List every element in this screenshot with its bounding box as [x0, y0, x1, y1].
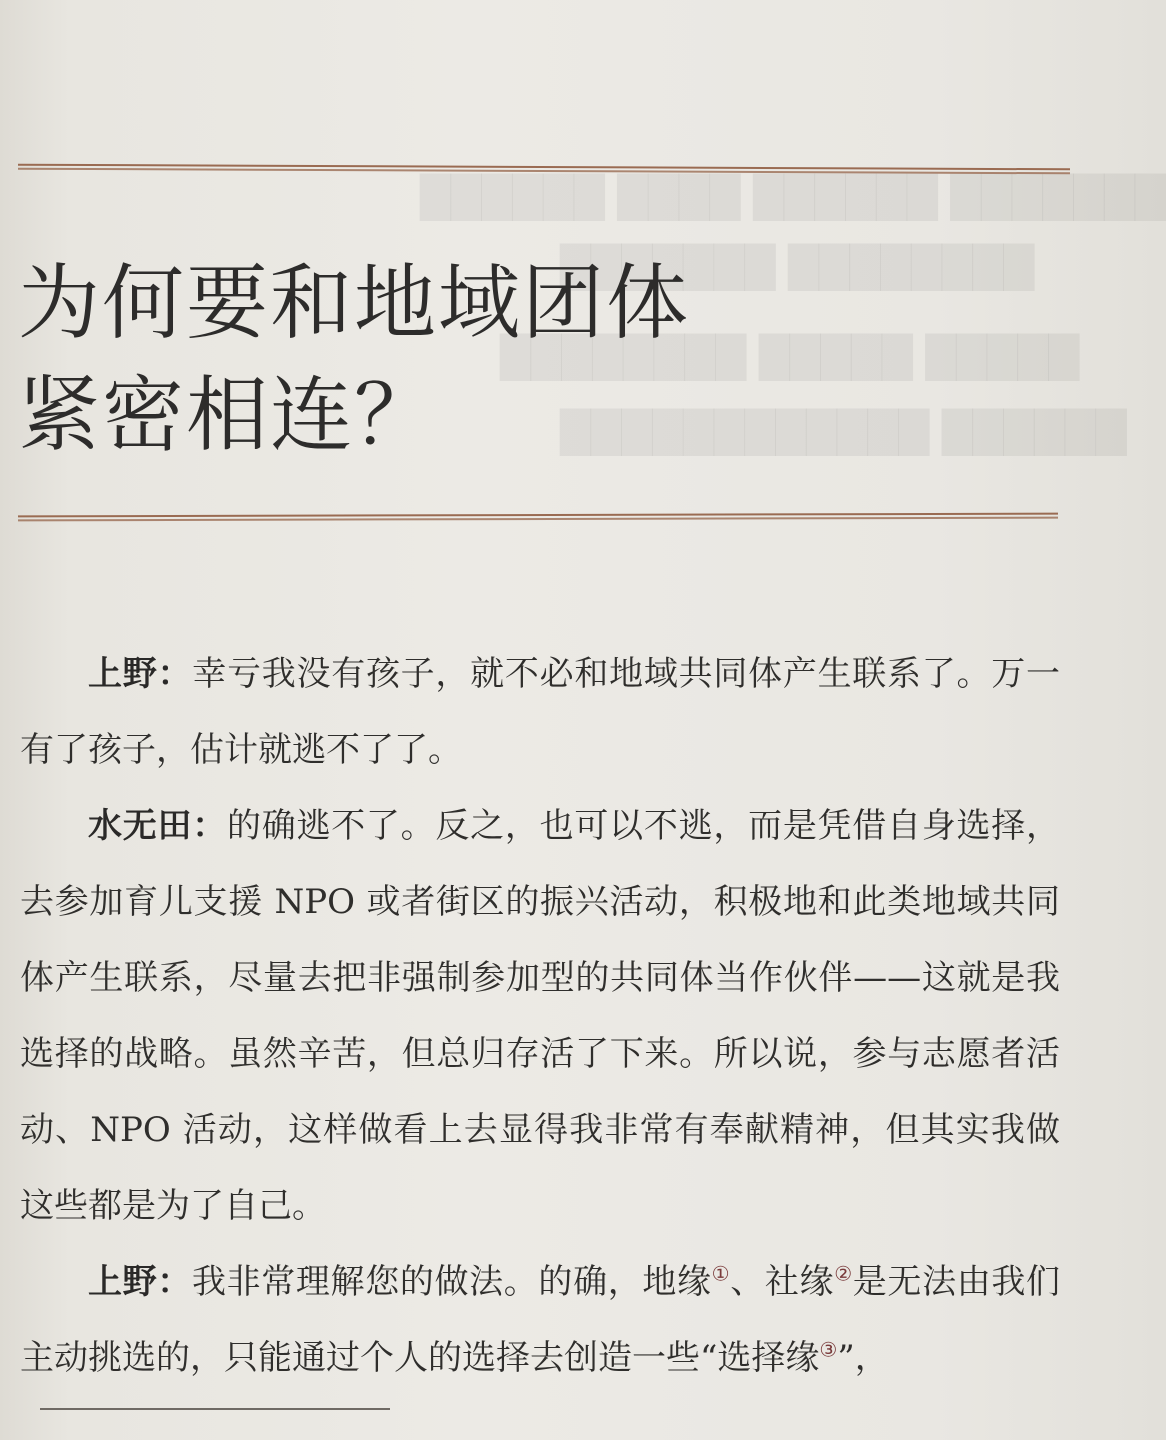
footnote-marker: ③	[819, 1337, 838, 1362]
bleed-through-text: █████ █████ ████████	[500, 335, 1080, 381]
paragraph-text: 的确逃不了。反之，也可以不逃，而是凭借自身选择，去参加育儿支援 NPO 或者街区的振兴活动，积极地和此类地域共同体产生联系，尽量去把非强制参加型的共同体当作伙伴——这就是我选择的战略。虽然辛苦，但总归存活了下来。所以说，参与志愿者活动、NPO 活动，这样做看上去显得我非常有奉献精神，但其实我做这些都是为了自己。	[20, 806, 1061, 1226]
bleed-through-text: ███████ ██████ ████ ██████	[420, 175, 1166, 221]
dialogue-paragraph	[20, 636, 1060, 788]
chapter-title-line-2: 紧密相连？	[18, 368, 439, 463]
footnote-marker: ②	[834, 1261, 853, 1286]
paragraph-text: 我非常理解您的做法。的确，地缘	[191, 1262, 712, 1302]
footnote-marker: ①	[711, 1261, 731, 1286]
dialogue-paragraph	[20, 1244, 1060, 1396]
bleed-through-text: ████████ ███████	[560, 245, 1035, 291]
title-divider-rule	[18, 513, 1058, 522]
dialogue-body	[20, 636, 1060, 1396]
paragraph-text: 幸亏我没有孩子，就不必和地域共同体产生联系了。万一有了孩子，估计就逃不了了。	[20, 654, 1061, 770]
paragraph-text: 、社缘	[730, 1262, 835, 1302]
bleed-through-text: ██████ ████████████	[560, 410, 1127, 456]
speaker-label: 上野：	[88, 654, 193, 694]
chapter-title-line-1: 为何要和地域团体	[18, 256, 691, 351]
paragraph-text: ”，	[837, 1338, 889, 1378]
top-divider-rule	[18, 164, 1070, 175]
paragraph-text: 是无法由我们主动挑选的，只能通过个人的选择去创造一些“选择缘	[20, 1262, 1061, 1378]
speaker-label: 上野：	[88, 1262, 192, 1302]
speaker-label: 水无田：	[88, 806, 227, 846]
footnote-separator-rule	[40, 1408, 390, 1410]
dialogue-paragraph	[20, 788, 1060, 1244]
chapter-title	[18, 248, 690, 472]
